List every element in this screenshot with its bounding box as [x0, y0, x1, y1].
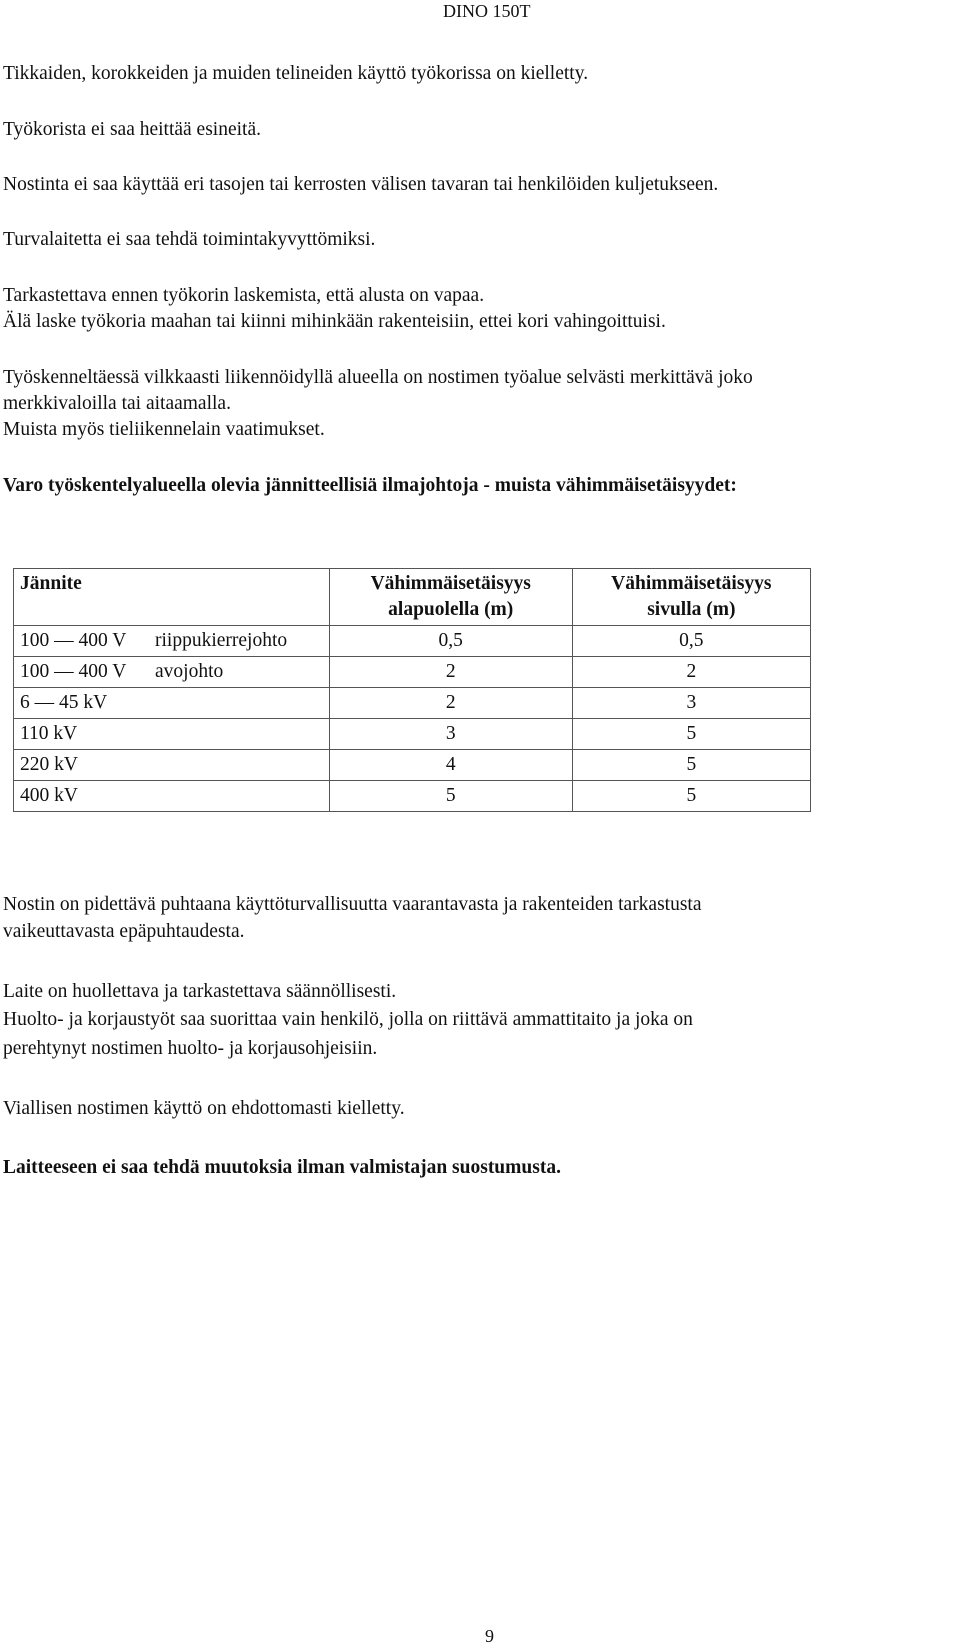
cell-side: 5: [572, 750, 810, 781]
paragraph-do-not-lower: Älä laske työkoria maahan tai kiinni mihinkään rakenteisiin, ettei kori vahingoittuisi.: [3, 311, 666, 332]
cell-below: 0,5: [329, 626, 572, 657]
paragraph-check-ground: Tarkastettava ennen työkorin laskemista, että alusta on vapaa.: [3, 285, 485, 306]
cell-below: 4: [329, 750, 572, 781]
paragraph-safety-devices: Turvalaitetta ei saa tehdä toimintakyvyttömiksi.: [3, 229, 376, 250]
cell-below: 3: [329, 719, 572, 750]
power-line-warning: Varo työskentelyalueella olevia jännitteellisiä ilmajohtoja - muista vähimmäisetäisyydet:: [3, 475, 737, 496]
table-row: [14, 781, 811, 812]
paragraph-no-throwing: Työkorista ei saa heittää esineitä.: [3, 119, 261, 140]
cell-voltage: 6 — 45 kV: [14, 688, 330, 719]
table-row: [14, 719, 811, 750]
cell-side: 5: [572, 781, 810, 812]
table-row: [14, 626, 811, 657]
cell-voltage: 100 — 400 V riippukierrejohto: [14, 626, 330, 657]
cell-side: 0,5: [572, 626, 810, 657]
table-row: [14, 750, 811, 781]
cell-side: 5: [572, 719, 810, 750]
header-distance-side: Vähimmäisetäisyys sivulla (m): [572, 569, 810, 626]
paragraph-traffic-area-cont: merkkivaloilla tai aitaamalla.: [3, 393, 231, 414]
paragraph-road-traffic-law: Muista myös tieliikennelain vaatimukset.: [3, 419, 325, 440]
header-voltage: Jännite: [14, 569, 330, 626]
paragraph-keep-clean-cont: vaikeuttavasta epäpuhtaudesta.: [3, 921, 245, 942]
paragraph-ladders-prohibited: Tikkaiden, korokkeiden ja muiden telineiden käyttö työkorissa on kielletty.: [3, 63, 589, 84]
cell-below: 2: [329, 657, 572, 688]
cell-voltage: 400 kV: [14, 781, 330, 812]
cell-voltage: 110 kV: [14, 719, 330, 750]
cell-side: 2: [572, 657, 810, 688]
cell-voltage: 100 — 400 V avojohto: [14, 657, 330, 688]
paragraph-no-modifications: Laitteeseen ei saa tehdä muutoksia ilman valmistajan suostumusta.: [3, 1157, 561, 1178]
paragraph-qualified-service-cont: perehtynyt nostimen huolto- ja korjausohjeisiin.: [3, 1038, 378, 1059]
cell-voltage: 220 kV: [14, 750, 330, 781]
paragraph-qualified-service: Huolto- ja korjaustyöt saa suorittaa vain henkilö, jolla on riittävä ammattitaito ja joka on: [3, 1009, 693, 1030]
header-distance-below: Vähimmäisetäisyys alapuolella (m): [329, 569, 572, 626]
paragraph-no-transport: Nostinta ei saa käyttää eri tasojen tai kerrosten välisen tavaran tai henkilöiden kuljetukseen.: [3, 174, 719, 195]
paragraph-faulty-prohibited: Viallisen nostimen käyttö on ehdottomasti kielletty.: [3, 1098, 405, 1119]
table-header-row: [14, 569, 811, 626]
paragraph-maintenance: Laite on huollettava ja tarkastettava säännöllisesti.: [3, 981, 397, 1002]
cell-side: 3: [572, 688, 810, 719]
table-row: [14, 688, 811, 719]
paragraph-traffic-area: Työskenneltäessä vilkkaasti liikennöidyllä alueella on nostimen työalue selvästi merkittävä joko: [3, 367, 753, 388]
document-header: DINO 150T: [443, 1, 531, 21]
minimum-distance-table: [13, 568, 811, 812]
page-number: 9: [485, 1626, 494, 1646]
cell-below: 5: [329, 781, 572, 812]
table-row: [14, 657, 811, 688]
paragraph-keep-clean: Nostin on pidettävä puhtaana käyttöturvallisuutta vaarantavasta ja rakenteiden tarkastusta: [3, 894, 702, 915]
cell-below: 2: [329, 688, 572, 719]
